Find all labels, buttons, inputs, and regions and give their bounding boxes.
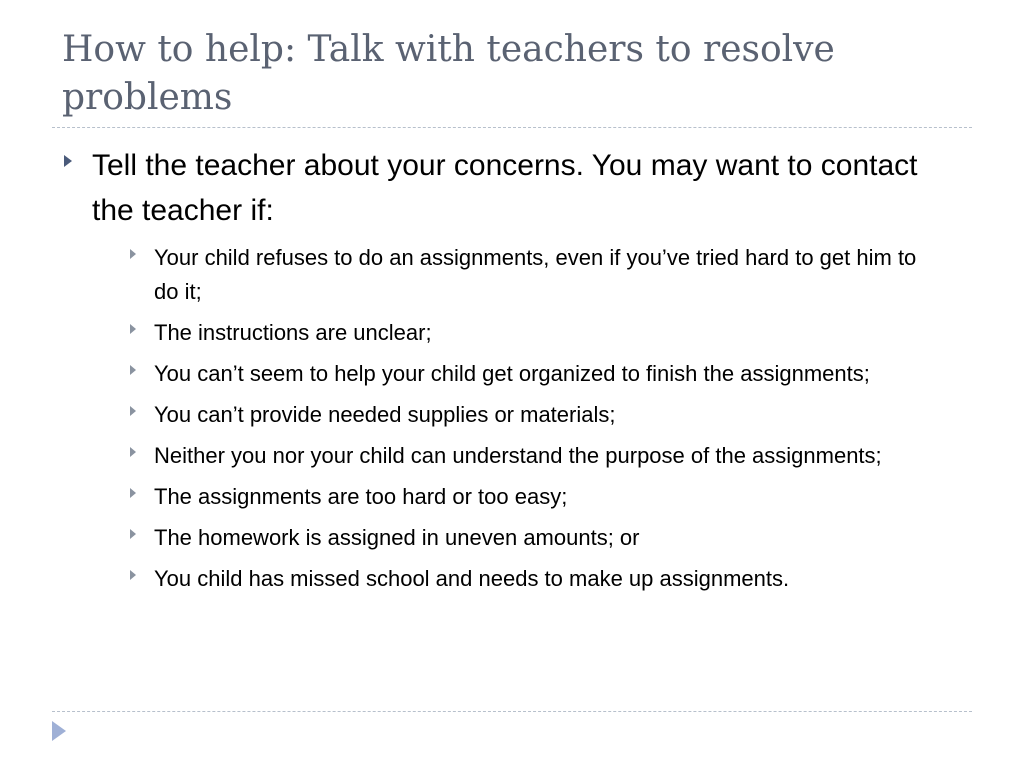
- title-divider: [52, 127, 972, 128]
- slide-content: [62, 143, 962, 603]
- triangle-right-icon: [130, 488, 136, 498]
- triangle-right-icon: [130, 365, 136, 375]
- sub-bullet-item: [130, 521, 962, 555]
- sub-bullet-text: You can’t seem to help your child get organized to finish the assignments;: [154, 361, 870, 386]
- next-slide-icon[interactable]: [52, 721, 66, 741]
- sub-bullet-text: Neither you nor your child can understand the purpose of the assignments;: [154, 443, 882, 468]
- sub-bullet-item: [130, 316, 962, 350]
- triangle-right-icon: [64, 155, 72, 167]
- triangle-right-icon: [130, 529, 136, 539]
- sub-bullet-text: Your child refuses to do an assignments, even if you’ve tried hard to get him to do it;: [154, 245, 917, 304]
- bullet-marker: [130, 562, 154, 580]
- sub-bullet-text: The homework is assigned in uneven amounts; or: [154, 525, 640, 550]
- sub-bullet-list: [62, 241, 962, 596]
- bullet-marker: [130, 316, 154, 334]
- triangle-right-icon: [130, 324, 136, 334]
- bullet-marker: [130, 398, 154, 416]
- triangle-right-icon: [130, 570, 136, 580]
- triangle-right-icon: [130, 249, 136, 259]
- sub-bullet-item: [130, 241, 962, 309]
- sub-bullet-text: The assignments are too hard or too easy;: [154, 484, 568, 509]
- bullet-marker: [130, 241, 154, 259]
- sub-bullet-text: You child has missed school and needs to make up assignments.: [154, 566, 790, 591]
- slide-title: How to help: Talk with teachers to resolve problems: [62, 29, 835, 118]
- bullet-marker: [130, 439, 154, 457]
- sub-bullet-text: The instructions are unclear;: [154, 320, 432, 345]
- main-bullet-text: Tell the teacher about your concerns. You may want to contact the teacher if:: [92, 149, 918, 227]
- sub-bullet-item: [130, 480, 962, 514]
- sub-bullet-item: [130, 439, 962, 473]
- footer-divider: [52, 711, 972, 712]
- sub-bullet-item: [130, 398, 962, 432]
- bullet-marker: [130, 357, 154, 375]
- triangle-right-icon: [130, 406, 136, 416]
- triangle-right-icon: [130, 447, 136, 457]
- main-bullet: [62, 143, 962, 233]
- sub-bullet-item: [130, 357, 962, 391]
- bullet-marker: [130, 521, 154, 539]
- bullet-marker: [62, 143, 92, 167]
- sub-bullet-text: You can’t provide needed supplies or materials;: [154, 402, 616, 427]
- bullet-marker: [130, 480, 154, 498]
- sub-bullet-item: [130, 562, 962, 596]
